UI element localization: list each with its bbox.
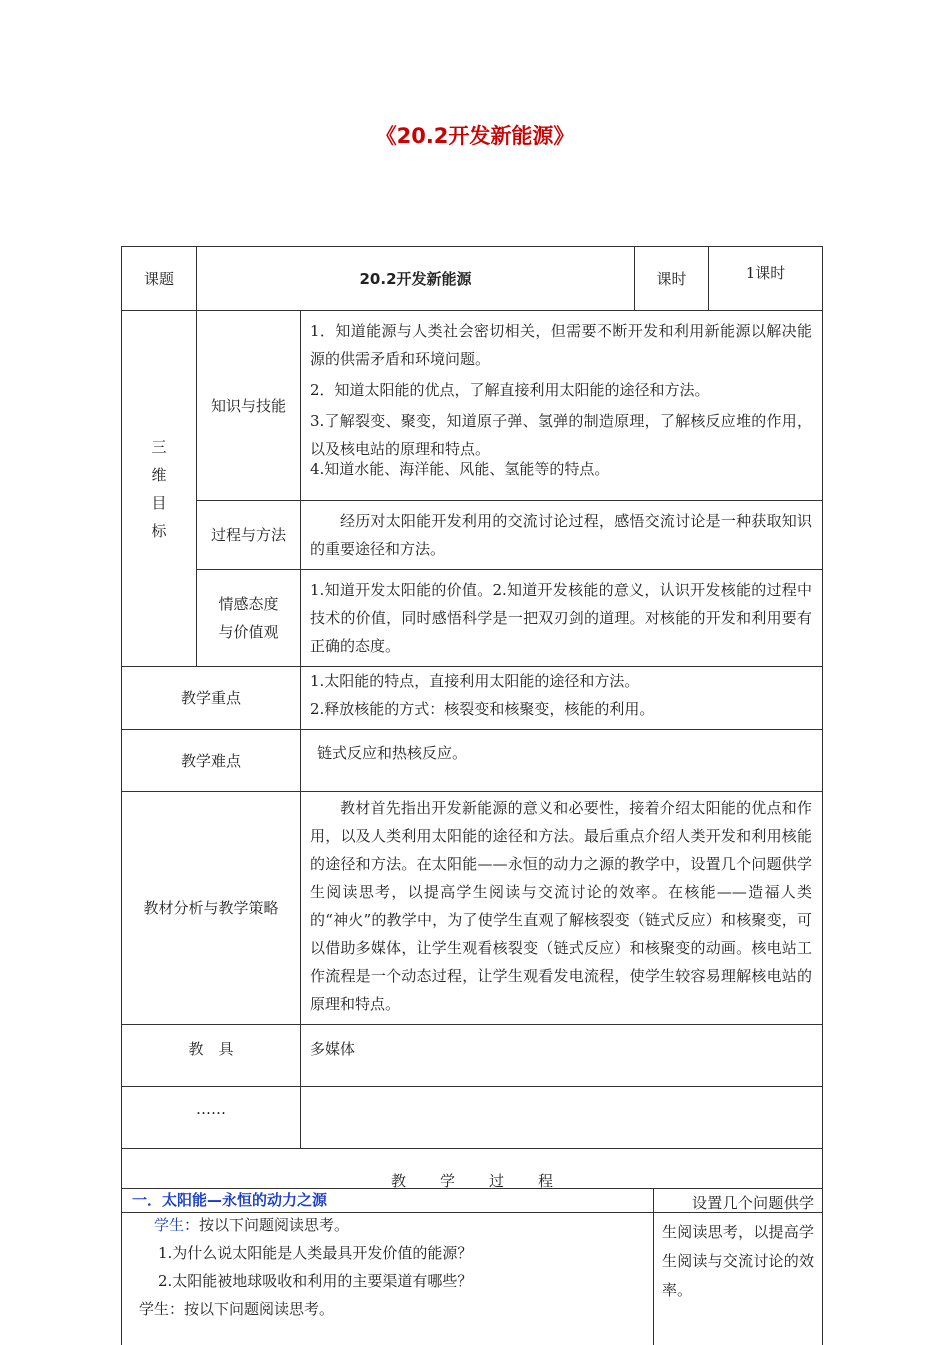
process-label: 过程与方法 <box>197 501 301 570</box>
goals-char: 维 <box>151 465 167 484</box>
tools-value: 多媒体 <box>301 1025 823 1087</box>
topic-label: 课题 <box>122 247 197 311</box>
knowledge-content <box>301 311 823 501</box>
difficult-points-content: 链式反应和热核反应。 <box>301 730 823 792</box>
analysis-content: 教材首先指出开发新能源的意义和必要性，接着介绍太阳能的优点和作用，以及人类利用太阳能的途径和方法。最后重点介绍人类开发和利用核能的途径和方法。在太阳能——永恒的动力之源的教学中，设置几个问题供学生阅读思考，以提高学生阅读与交流讨论的效率。在核能——造福人类的“神火”的教学中，为了使学生直观了解核裂变（链式反应）和核聚变，可以借助多媒体，让学生观看核裂变（链式反应）和核聚变的动画。核电站工作流程是一个动态过程，让学生观看发电流程，使学生较容易理解核电站的原理和特点。 <box>301 792 823 1025</box>
knowledge-row <box>122 311 823 501</box>
key-point-item: 1.太阳能的特点，直接利用太阳能的途径和方法。 <box>310 672 640 690</box>
attitude-label-line: 与价值观 <box>218 623 279 641</box>
topic-value: 20.2开发新能源 <box>197 247 635 311</box>
goals-char: 标 <box>151 521 167 540</box>
question-1: 1.为什么说太阳能是人类最具开发价值的能源？ <box>158 1244 473 1262</box>
process-title-char: 学 <box>439 1171 455 1190</box>
key-points-label: 教学重点 <box>122 667 301 730</box>
misc-label: …… <box>122 1087 301 1149</box>
hours-value: 1课时 <box>709 247 823 311</box>
student-instruction-text: ：按以下问题阅读思考。 <box>184 1216 350 1234</box>
process-title-char: 教 <box>390 1171 406 1190</box>
knowledge-item: 3.了解裂变、聚变，知道原子弹、氢弹的制造原理，了解核反应堆的作用，以及核电站的原理和特点。 <box>310 412 813 458</box>
misc-content <box>301 1087 823 1149</box>
knowledge-item: 4.知道水能、海洋能、风能、氢能等的特点。 <box>310 460 610 478</box>
process-title-char: 过 <box>489 1171 505 1190</box>
process-title-char: 程 <box>538 1171 554 1190</box>
analysis-row <box>122 792 823 1025</box>
process-row <box>122 501 823 570</box>
goals-char: 目 <box>151 493 167 512</box>
goals-char: 三 <box>151 437 167 456</box>
section-1-heading: 一．太阳能—永恒的动力之源 <box>132 1191 328 1209</box>
topic-row <box>122 247 823 311</box>
question-2: 2.太阳能被地球吸收和利用的主要渠道有哪些？ <box>158 1272 473 1290</box>
goals-group-label <box>122 311 197 667</box>
attitude-label <box>197 570 301 667</box>
process-section-table <box>121 1188 823 1345</box>
tools-label: 教 具 <box>122 1025 301 1087</box>
section-1-note: 设置几个问题供学生阅读思考，以提高学生阅读与交流讨论的效率。 <box>654 1189 823 1345</box>
knowledge-item: 2．知道太阳能的优点，了解直接利用太阳能的途径和方法。 <box>310 381 710 399</box>
analysis-label: 教材分析与教学策略 <box>122 792 301 1025</box>
difficult-points-row <box>122 730 823 792</box>
difficult-points-label: 教学难点 <box>122 730 301 792</box>
attitude-label-line: 情感态度 <box>218 595 279 613</box>
section-1-content <box>122 1189 654 1345</box>
hours-label: 课时 <box>635 247 709 311</box>
student-instruction-repeat: 学生：按以下问题阅读思考。 <box>139 1300 335 1318</box>
attitude-content: 1.知道开发太阳能的价值。2.知道开发核能的意义，认识开发核能的过程中技术的价值，同时感悟科学是一把双刃剑的道理。对核能的开发和利用要有正确的态度。 <box>301 570 823 667</box>
tools-row <box>122 1025 823 1087</box>
knowledge-label: 知识与技能 <box>197 311 301 501</box>
lesson-plan-table <box>121 246 823 1213</box>
key-points-content <box>301 667 823 730</box>
process-content: 经历对太阳能开发利用的交流讨论过程，感悟交流讨论是一种获取知识的重要途径和方法。 <box>301 501 823 570</box>
student-instruction <box>132 1211 647 1239</box>
student-prefix: 学生 <box>154 1216 185 1234</box>
key-points-row <box>122 667 823 730</box>
attitude-row <box>122 570 823 667</box>
key-point-item: 2.释放核能的方式：核裂变和核聚变，核能的利用。 <box>310 700 655 718</box>
document-title: 《20.2开发新能源》 <box>375 124 575 148</box>
knowledge-item: 1．知道能源与人类社会密切相关，但需要不断开发和利用新能源以解决能源的供需矛盾和环境问题。 <box>310 322 813 368</box>
misc-row <box>122 1087 823 1149</box>
